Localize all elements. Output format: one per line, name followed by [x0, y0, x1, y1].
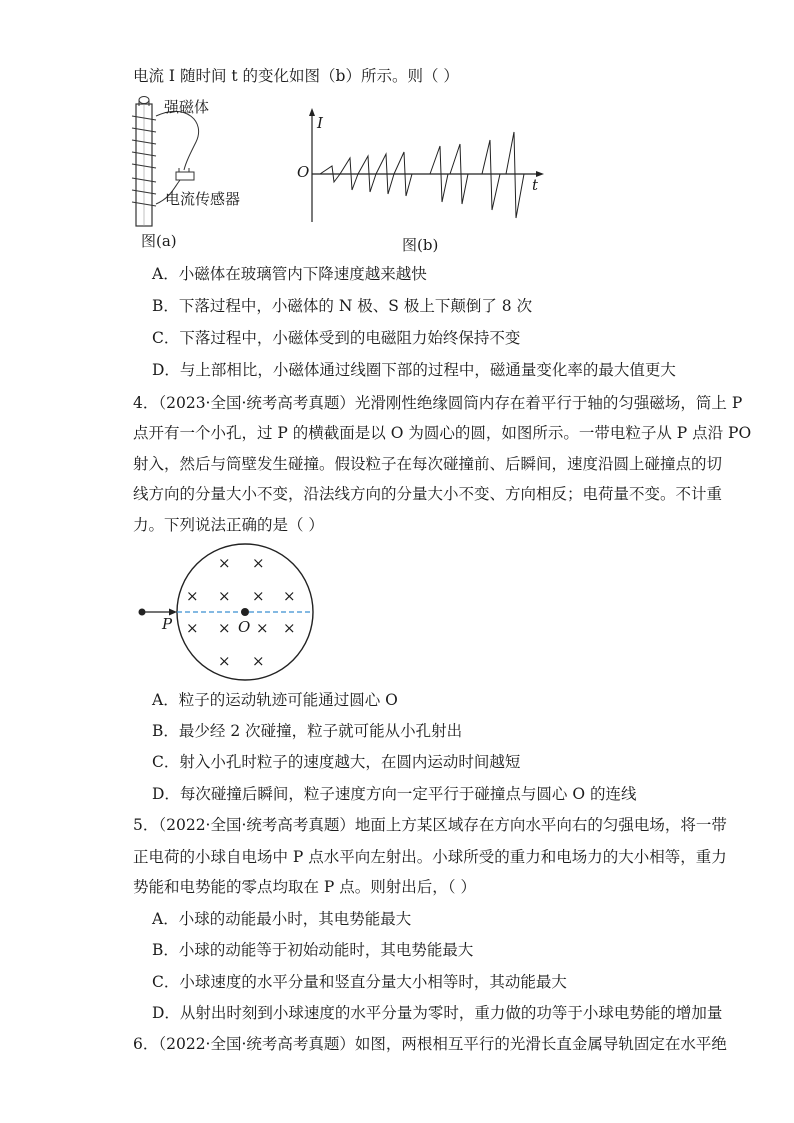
q4-stem-line-4: 线方向的分量大小不变，沿法线方向的分量大小不变、方向相反；电荷量不变。不计重: [133, 485, 723, 503]
q3-option-b: B．下落过程中，小磁体的 N 极、S 极上下颠倒了 8 次: [152, 297, 533, 315]
field-cross: ×: [256, 619, 269, 637]
field-cross: ×: [252, 652, 265, 670]
q4-option-b: B．最少经 2 次碰撞，粒子就可能从小孔射出: [152, 722, 463, 740]
q3-option-c: C．下落过程中，小磁体受到的电磁阻力始终保持不变: [152, 329, 521, 347]
q4-option-d: D．每次碰撞后瞬间，粒子速度方向一定平行于碰撞点与圆心 O 的连线: [152, 785, 637, 803]
field-cross: ×: [218, 587, 231, 605]
figure-a-caption: 图(a): [141, 232, 177, 250]
q4-stem-line-1: 4．（2023·全国·统考高考真题）光滑刚性绝缘圆筒内存在着平行于轴的匀强磁场，筒上 P: [133, 394, 743, 412]
figure-b-current-graph: [290, 106, 550, 230]
q4-option-c: C．射入小孔时粒子的速度越大，在圆内运动时间越短: [152, 753, 521, 771]
q4-stem-line-2: 点开有一个小孔，过 P 的横截面是以 O 为圆心的圆，如图所示。一带电粒子从 P 点沿 PO: [133, 424, 752, 442]
q5-stem-line-3: 势能和电势能的零点均取在 P 点。则射出后，（ ）: [133, 878, 476, 896]
graph-y-axis-label: I: [317, 114, 323, 132]
q5-option-b: B．小球的动能等于初始动能时，其电势能最大: [152, 941, 474, 959]
q5-option-d: D．从射出时刻到小球速度的水平分量为零时，重力做的功等于小球电势能的增加量: [152, 1004, 723, 1022]
magnet-label: 强磁体: [164, 98, 210, 116]
field-cross: ×: [252, 587, 265, 605]
field-cross: ×: [252, 554, 265, 572]
graph-x-axis-label: t: [532, 176, 539, 194]
q5-stem-line-1: 5．（2022·全国·统考高考真题）地面上方某区域存在方向水平向右的匀强电场，将一带: [133, 816, 727, 834]
field-cross: ×: [283, 587, 296, 605]
field-cross: ×: [218, 554, 231, 572]
field-cross: ×: [218, 652, 231, 670]
q5-option-a: A．小球的动能最小时，其电势能最大: [152, 910, 412, 928]
q6-stem-line-1: 6．（2022·全国·统考高考真题）如图，两根相互平行的光滑长直金属导轨固定在水平绝: [133, 1035, 727, 1053]
q4-stem-line-5: 力。下列说法正确的是（ ）: [133, 516, 324, 534]
graph-origin-label: O: [297, 163, 310, 181]
q5-stem-line-2: 正电荷的小球自电场中 P 点水平向左射出。小球所受的重力和电场力的大小相等，重力: [133, 848, 727, 866]
point-p-label: P: [162, 615, 173, 633]
field-cross: ×: [218, 619, 231, 637]
q3-option-a: A．小磁体在玻璃管内下降速度越来越快: [152, 265, 427, 283]
q3-intro: 电流 I 随时间 t 的变化如图（b）所示。则（ ）: [133, 67, 459, 85]
q4-stem-line-3: 射入，然后与筒壁发生碰撞。假设粒子在每次碰撞前、后瞬间，速度沿圆上碰撞点的切: [133, 455, 723, 473]
figure-b-caption: 图(b): [402, 236, 439, 254]
q4-option-a: A．粒子的运动轨迹可能通过圆心 O: [152, 691, 398, 709]
sensor-label: 电流传感器: [165, 190, 241, 208]
field-cross: ×: [186, 587, 199, 605]
point-o-label: O: [238, 618, 251, 636]
q3-option-d: D．与上部相比，小磁体通过线圈下部的过程中，磁通量变化率的最大值更大: [152, 361, 676, 379]
q5-option-c: C．小球速度的水平分量和竖直分量大小相等时，其动能最大: [152, 973, 567, 991]
field-cross: ×: [283, 619, 296, 637]
field-cross: ×: [186, 619, 199, 637]
